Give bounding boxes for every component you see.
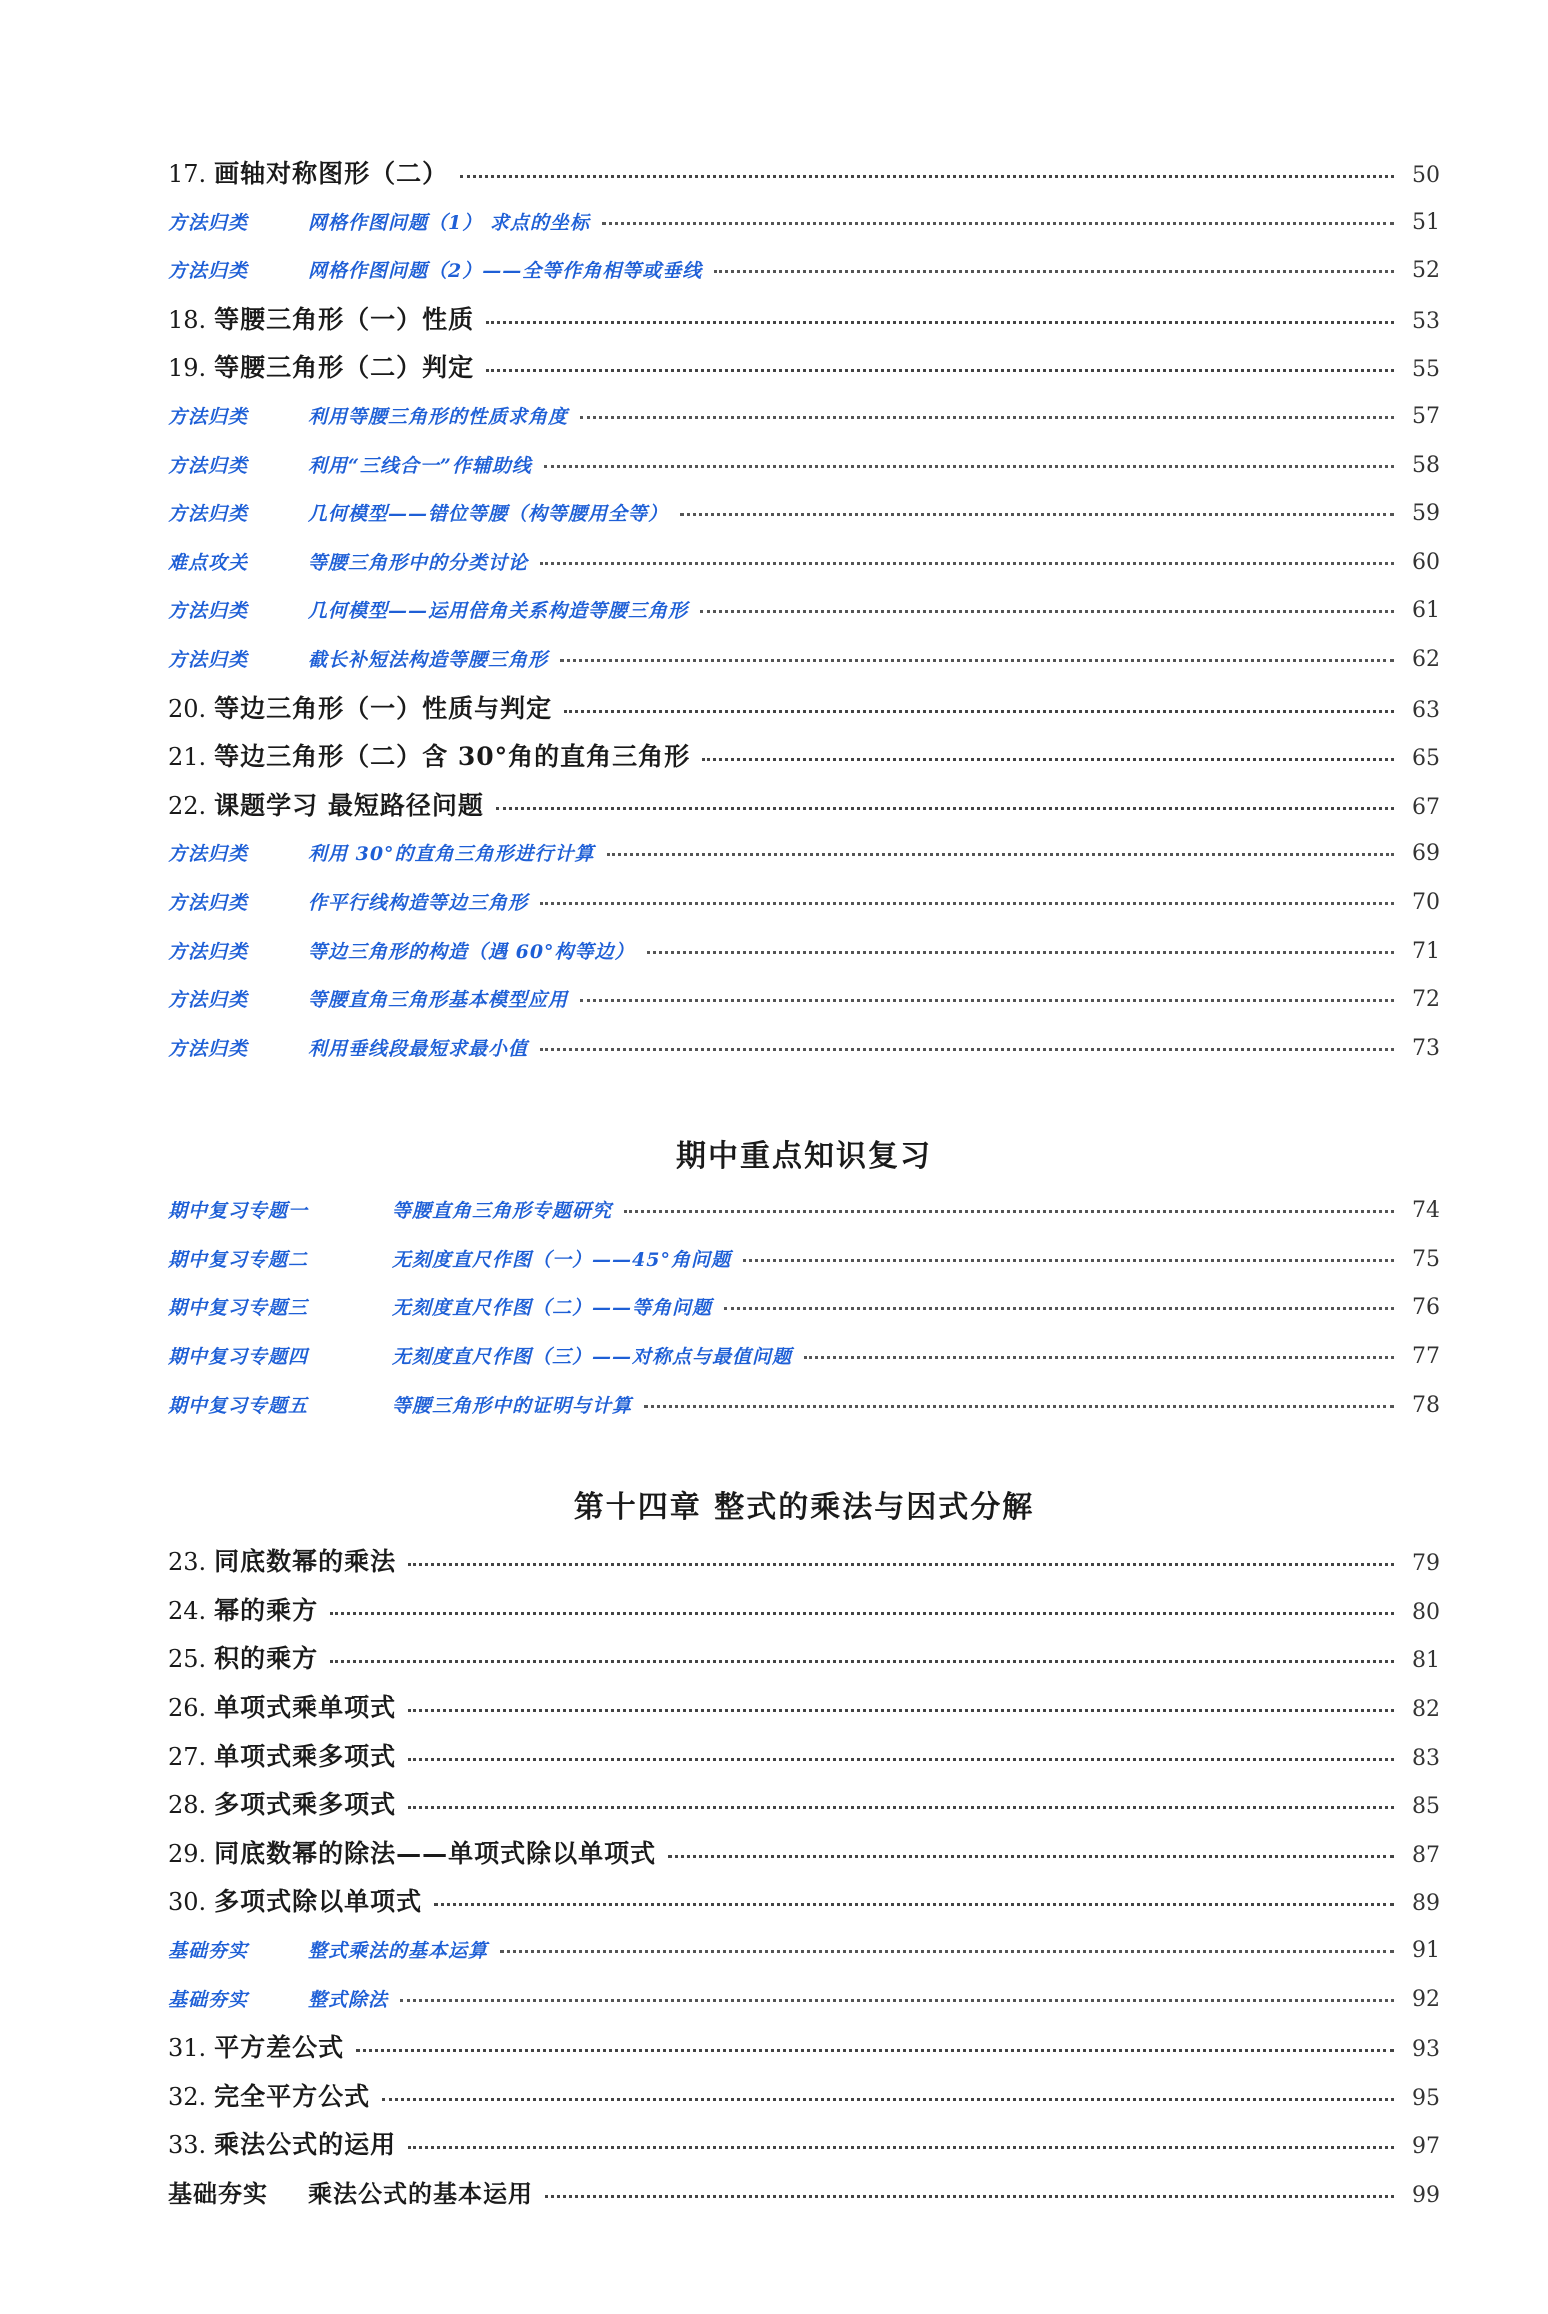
toc-entry-title: 等腰三角形（一）性质	[214, 304, 475, 334]
toc-entry[interactable]	[168, 2121, 1440, 2170]
toc-entry[interactable]	[168, 393, 1440, 442]
dot-leader	[408, 1707, 1394, 1712]
toc-entry-label	[168, 928, 635, 977]
toc-entry-number: 31.	[168, 2034, 207, 2063]
toc-entry-label	[168, 1382, 632, 1431]
toc-entry[interactable]	[168, 733, 1440, 782]
toc-entry[interactable]	[168, 879, 1440, 928]
toc-entry-tag: 期中复习专题二	[168, 1248, 309, 1271]
toc-entry-number: 24.	[168, 1596, 207, 1625]
toc-entry[interactable]	[168, 1733, 1440, 1782]
toc-entry-title: 完全平方公式	[214, 2081, 371, 2111]
toc-entry-title: 同底数幂的除法——单项式除以单项式	[214, 1838, 657, 1868]
toc-entry[interactable]	[168, 782, 1440, 831]
toc-entry-page-number: 72	[1412, 987, 1440, 1013]
toc-entry-label	[168, 1538, 396, 1587]
toc-entry[interactable]	[168, 1635, 1440, 1684]
toc-entry[interactable]	[168, 1025, 1440, 1074]
dot-leader	[486, 367, 1394, 372]
toc-entry-page-number: 59	[1412, 501, 1440, 527]
toc-entry[interactable]	[168, 1187, 1440, 1236]
dot-leader	[804, 1354, 1394, 1359]
toc-entry-title: 多项式乘多项式	[214, 1790, 397, 1820]
toc-entry-page-number: 89	[1412, 1891, 1440, 1917]
toc-entry[interactable]	[168, 296, 1440, 345]
toc-entry[interactable]	[168, 1236, 1440, 1285]
toc-entry-tag: 基础夯实	[168, 2178, 268, 2208]
toc-entry-title: 几何模型——运用倍角关系构造等腰三角形	[308, 600, 689, 623]
toc-entry[interactable]	[168, 1284, 1440, 1333]
toc-entry-label	[168, 1733, 396, 1782]
toc-entry-page-number: 62	[1412, 646, 1440, 672]
toc-entry-label	[168, 1587, 318, 1636]
toc-entry-tag: 方法归类	[168, 1037, 249, 1060]
toc-entry-title: 画轴对称图形（二）	[214, 159, 449, 188]
toc-entry-number: 25.	[168, 1645, 207, 1674]
dot-leader	[408, 1561, 1394, 1566]
toc-entry-title: 等腰三角形（二）判定	[214, 353, 475, 383]
toc-entry-page-number: 82	[1412, 1697, 1440, 1723]
toc-entry-page-number: 95	[1412, 2085, 1440, 2111]
toc-entry-page-number: 93	[1412, 2037, 1440, 2063]
toc-entry-tag: 方法归类	[168, 454, 249, 477]
toc-entry-label	[168, 830, 595, 879]
toc-entry-title: 利用等腰三角形的性质求角度	[308, 405, 569, 428]
toc-entry-label	[168, 2121, 396, 2170]
toc-entry[interactable]	[168, 150, 1440, 199]
toc-entry-label	[168, 636, 548, 685]
dot-leader	[714, 268, 1394, 273]
toc-entry[interactable]	[168, 1830, 1440, 1879]
dot-leader	[544, 463, 1394, 468]
toc-entry-title: 乘法公式的运用	[214, 2130, 397, 2160]
toc-entry-label	[168, 539, 528, 588]
toc-entry[interactable]	[168, 1587, 1440, 1636]
toc-entry[interactable]	[168, 685, 1440, 734]
toc-entry[interactable]	[168, 928, 1440, 977]
dot-leader	[644, 1403, 1394, 1408]
dot-leader	[624, 1208, 1394, 1213]
toc-entry-title: 网格作图问题（1） 求点的坐标	[308, 211, 590, 234]
toc-entry-title: 整式乘法的基本运算	[308, 1940, 489, 1962]
toc-entry-title: 课题学习 最短路径问题	[214, 790, 484, 820]
toc-entry-page-number: 63	[1412, 697, 1440, 723]
toc-entry-page-number: 60	[1412, 549, 1440, 575]
toc-group-chapter14	[168, 1538, 1440, 2218]
toc-entry-label	[168, 1187, 612, 1236]
toc-entry[interactable]	[168, 830, 1440, 879]
toc-entry[interactable]	[168, 344, 1440, 393]
toc-entry-title: 作平行线构造等边三角形	[308, 891, 529, 914]
toc-entry-label	[168, 1333, 792, 1382]
toc-entry-number: 17.	[168, 160, 207, 188]
toc-entry-title: 几何模型——错位等腰（构等腰用全等）	[308, 503, 669, 526]
toc-entry[interactable]	[168, 1382, 1440, 1431]
toc-entry-page-number: 73	[1412, 1035, 1440, 1061]
toc-entry-number: 33.	[168, 2131, 207, 2160]
toc-entry-page-number: 52	[1412, 258, 1440, 284]
toc-entry[interactable]	[168, 1976, 1440, 2025]
toc-entry-page-number: 91	[1412, 1938, 1440, 1963]
toc-entry-page-number: 74	[1412, 1198, 1440, 1224]
toc-group-midterm	[168, 1187, 1440, 1430]
toc-entry-title: 等腰三角形中的证明与计算	[392, 1394, 633, 1417]
toc-entry-tag: 基础夯实	[168, 1940, 249, 1962]
dot-leader	[408, 1756, 1394, 1761]
toc-entry-label	[168, 879, 528, 928]
toc-entry-page-number: 70	[1412, 889, 1440, 915]
toc-entry-label	[168, 1025, 528, 1074]
toc-entry[interactable]	[168, 490, 1440, 539]
toc-entry[interactable]	[168, 1538, 1440, 1587]
toc-entry-label	[168, 782, 484, 831]
toc-entry-tag: 方法归类	[168, 211, 249, 234]
toc-entry-label	[168, 1684, 396, 1733]
toc-page	[168, 150, 1440, 2219]
toc-entry-label	[168, 1830, 656, 1879]
toc-entry-tag: 方法归类	[168, 260, 249, 283]
toc-entry-title: 等腰直角三角形基本模型应用	[308, 989, 569, 1012]
toc-entry-number: 28.	[168, 1791, 207, 1820]
toc-entry-number: 27.	[168, 1742, 207, 1771]
dot-leader	[560, 657, 1394, 662]
toc-entry-tag: 难点攻关	[168, 551, 249, 574]
toc-entry-page-number: 50	[1412, 163, 1440, 188]
toc-entry-label	[168, 344, 474, 393]
toc-entry-number: 21.	[168, 743, 207, 772]
dot-leader	[408, 1804, 1394, 1809]
toc-entry-page-number: 76	[1412, 1295, 1440, 1321]
toc-entry-title: 幂的乘方	[214, 1595, 319, 1625]
toc-entry-label	[168, 296, 474, 345]
toc-entry-page-number: 87	[1412, 1842, 1440, 1868]
toc-entry-tag: 方法归类	[168, 648, 249, 671]
toc-entry-number: 32.	[168, 2082, 207, 2111]
toc-entry-page-number: 79	[1412, 1551, 1440, 1577]
dot-leader	[382, 2096, 1394, 2101]
toc-entry-title: 无刻度直尺作图（一）——45°角问题	[392, 1248, 731, 1271]
dot-leader	[540, 1046, 1394, 1051]
dot-leader	[545, 2193, 1394, 2198]
toc-entry-label	[168, 1878, 422, 1927]
toc-entry-title: 等边三角形（一）性质与判定	[214, 693, 553, 723]
toc-entry-label	[168, 2170, 533, 2219]
dot-leader	[496, 805, 1394, 810]
toc-entry-page-number: 77	[1412, 1344, 1440, 1370]
toc-entry[interactable]	[168, 1781, 1440, 1830]
toc-entry-title: 同底数幂的乘法	[214, 1547, 397, 1577]
toc-entry-title: 积的乘方	[214, 1644, 319, 1674]
toc-entry-tag: 期中复习专题三	[168, 1297, 309, 1320]
dot-leader	[647, 949, 1394, 954]
toc-entry-tag: 基础夯实	[168, 1988, 249, 2011]
dot-leader	[724, 1305, 1394, 1310]
toc-entry[interactable]	[168, 1333, 1440, 1382]
toc-entry-title: 单项式乘单项式	[214, 1693, 397, 1723]
toc-entry-title: 无刻度直尺作图（二）——等角问题	[392, 1297, 713, 1320]
toc-entry-label	[168, 1635, 318, 1684]
dot-leader	[607, 851, 1394, 856]
toc-entry-label	[168, 685, 552, 734]
toc-entry-tag: 期中复习专题一	[168, 1200, 309, 1223]
toc-entry-page-number: 78	[1412, 1392, 1440, 1418]
toc-entry-number: 26.	[168, 1694, 207, 1723]
toc-entry-page-number: 81	[1412, 1648, 1440, 1674]
toc-entry-label	[168, 199, 590, 248]
toc-entry-page-number: 92	[1412, 1986, 1440, 2012]
dot-leader	[434, 1901, 1394, 1906]
toc-entry-title: 无刻度直尺作图（三）——对称点与最值问题	[392, 1346, 793, 1369]
toc-entry-page-number: 57	[1412, 403, 1440, 429]
toc-entry-title: 等边三角形的构造（遇 60°构等边）	[308, 940, 635, 963]
toc-entry-page-number: 55	[1412, 357, 1440, 383]
toc-entry-label	[168, 490, 668, 539]
toc-entry[interactable]	[168, 2024, 1440, 2073]
toc-entry-title: 整式除法	[308, 1988, 389, 2011]
toc-entry[interactable]	[168, 1684, 1440, 1733]
toc-entry-label	[168, 442, 532, 491]
toc-entry-label	[168, 587, 688, 636]
section-heading-midterm: 期中重点知识复习	[676, 1139, 932, 1175]
toc-entry-label	[168, 2073, 370, 2122]
toc-entry-page-number: 53	[1412, 308, 1440, 334]
toc-entry-number: 18.	[168, 305, 207, 334]
toc-entry-page-number: 69	[1412, 841, 1440, 867]
toc-entry[interactable]	[168, 247, 1440, 296]
toc-entry-number: 22.	[168, 791, 207, 820]
toc-entry-title: 多项式除以单项式	[214, 1887, 423, 1917]
toc-entry-tag: 方法归类	[168, 503, 249, 526]
toc-entry-page-number: 97	[1412, 2134, 1440, 2160]
dot-leader	[580, 997, 1394, 1002]
dot-leader	[330, 1658, 1394, 1663]
toc-entry-label	[168, 1236, 731, 1285]
toc-entry-tag: 方法归类	[168, 405, 249, 428]
toc-entry[interactable]	[168, 2170, 1440, 2219]
toc-entry-page-number: 80	[1412, 1599, 1440, 1625]
toc-entry-page-number: 99	[1412, 2182, 1440, 2208]
toc-entry-label	[168, 1976, 388, 2025]
dot-leader	[330, 1610, 1394, 1615]
dot-leader	[700, 608, 1394, 613]
toc-entry-tag: 方法归类	[168, 989, 249, 1012]
toc-entry-page-number: 67	[1412, 794, 1440, 820]
toc-entry-page-number: 85	[1412, 1794, 1440, 1820]
spacer	[168, 1430, 1440, 1478]
dot-leader	[680, 511, 1394, 516]
toc-entry-number: 19.	[168, 354, 207, 383]
dot-leader	[400, 1997, 1394, 2002]
toc-entry-page-number: 83	[1412, 1745, 1440, 1771]
toc-entry-number: 30.	[168, 1888, 207, 1917]
toc-entry-label	[168, 150, 448, 199]
dot-leader	[580, 414, 1394, 419]
toc-entry-title: 利用“三线合一”作辅助线	[308, 454, 532, 477]
dot-leader	[356, 2047, 1394, 2052]
toc-entry-title: 乘法公式的基本运用	[308, 2178, 533, 2208]
toc-entry-label	[168, 2024, 344, 2073]
toc-entry-tag: 期中复习专题五	[168, 1394, 309, 1417]
toc-entry-tag: 方法归类	[168, 843, 249, 866]
toc-entry-number: 23.	[168, 1548, 207, 1577]
dot-leader	[602, 220, 1394, 225]
toc-entry-title: 等腰三角形中的分类讨论	[308, 551, 529, 574]
toc-entry[interactable]	[168, 539, 1440, 588]
toc-entry[interactable]	[168, 199, 1440, 248]
toc-entry-label	[168, 1781, 396, 1830]
dot-leader	[486, 319, 1394, 324]
toc-entry[interactable]	[168, 442, 1440, 491]
toc-entry-page-number: 61	[1412, 598, 1440, 624]
toc-entry-title: 利用垂线段最短求最小值	[308, 1037, 529, 1060]
dot-leader	[408, 2144, 1394, 2149]
toc-entry-number: 29.	[168, 1839, 207, 1868]
toc-group-chapter13	[168, 150, 1440, 1073]
dot-leader	[743, 1257, 1394, 1262]
toc-entry-title: 平方差公式	[214, 2033, 345, 2063]
toc-entry-title: 利用 30°的直角三角形进行计算	[308, 843, 595, 866]
toc-entry-tag: 方法归类	[168, 891, 249, 914]
toc-entry[interactable]	[168, 976, 1440, 1025]
toc-entry[interactable]	[168, 587, 1440, 636]
dot-leader	[500, 1948, 1394, 1953]
toc-entry-label	[168, 247, 702, 296]
toc-entry[interactable]	[168, 2073, 1440, 2122]
dot-leader	[460, 173, 1394, 178]
toc-entry-tag: 方法归类	[168, 940, 249, 963]
toc-entry-page-number: 51	[1412, 209, 1440, 235]
toc-entry-tag: 方法归类	[168, 600, 249, 623]
toc-entry[interactable]	[168, 1878, 1440, 1927]
toc-entry-title: 网格作图问题（2）——全等作角相等或垂线	[308, 260, 703, 283]
toc-entry-label	[168, 1284, 712, 1333]
spacer	[168, 1073, 1440, 1127]
toc-entry-label	[168, 393, 568, 442]
dot-leader	[702, 756, 1394, 761]
toc-entry[interactable]	[168, 636, 1440, 685]
dot-leader	[540, 560, 1394, 565]
toc-entry-number: 20.	[168, 694, 207, 723]
toc-entry-tag: 期中复习专题四	[168, 1346, 309, 1369]
toc-entry-title: 等腰直角三角形专题研究	[392, 1200, 613, 1223]
toc-entry-title: 单项式乘多项式	[214, 1741, 397, 1771]
toc-entry-label	[168, 976, 568, 1025]
toc-entry-title: 等边三角形（二）含 30°角的直角三角形	[214, 742, 691, 772]
toc-entry-title: 截长补短法构造等腰三角形	[308, 648, 549, 671]
toc-entry-page-number: 75	[1412, 1246, 1440, 1272]
toc-entry-label	[168, 733, 690, 782]
toc-entry-label	[168, 1927, 488, 1976]
dot-leader	[668, 1853, 1394, 1858]
toc-entry-page-number: 65	[1412, 746, 1440, 772]
dot-leader	[564, 708, 1394, 713]
toc-entry-page-number: 58	[1412, 452, 1440, 478]
toc-entry[interactable]	[168, 1927, 1440, 1976]
toc-entry-page-number: 71	[1412, 938, 1440, 964]
dot-leader	[540, 900, 1394, 905]
section-heading-chapter14: 第十四章 整式的乘法与因式分解	[573, 1490, 1035, 1526]
